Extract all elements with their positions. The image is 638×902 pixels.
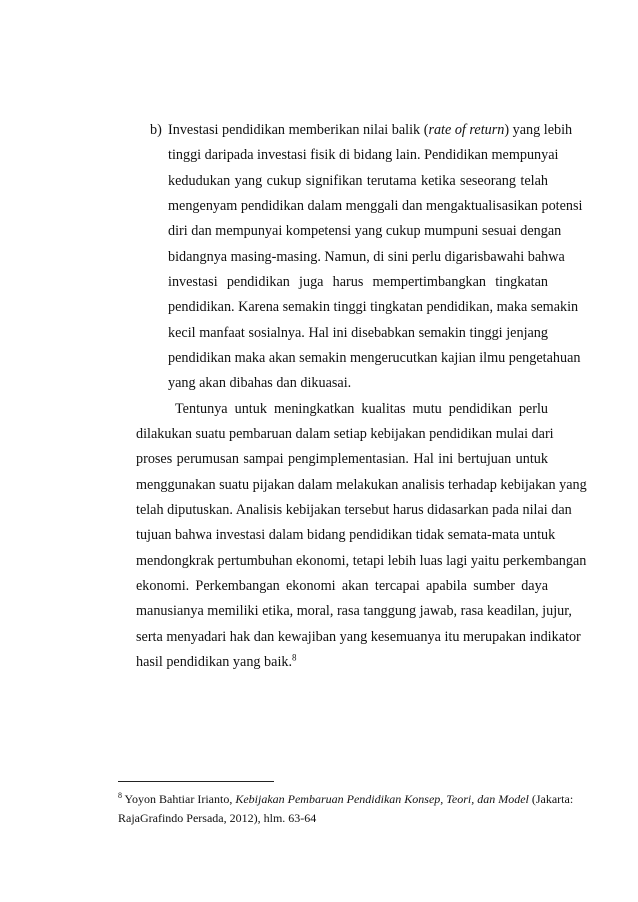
text-span: Investasi pendidikan memberikan nilai balik ( [168,122,429,138]
footnote-title: Kebijakan Pembaruan Pendidikan Konsep, Teori, dan Model [235,792,529,806]
paragraph-line: menggunakan suatu pijakan dalam melakukan analisis terhadap kebijakan yang [136,477,587,493]
paragraph-line: tujuan bahwa investasi dalam bidang pendidikan tidak semata-mata untuk [136,527,556,543]
footnote-separator [118,781,274,782]
list-item-line: pendidikan maka akan semakin mengerucutkan kajian ilmu pengetahuan [168,350,581,366]
paragraph-line: mendongkrak pertumbuhan ekonomi, tetapi lebih luas lagi yaitu perkembangan [136,553,587,569]
italic-term: rate of return [428,122,505,138]
list-item-line [168,121,573,139]
footnote-author: Yoyon Bahtiar Irianto, [122,792,236,806]
paragraph-line: Tentunya untuk meningkatkan kualitas mutu pendidikan perlu [175,401,548,417]
footnote-reference[interactable]: 8 [292,652,297,663]
list-item-line: investasi pendidikan juga harus mempertimbangkan tingkatan [168,274,548,290]
list-item-line: kecil manfaat sosialnya. Hal ini disebabkan semakin tinggi jenjang [168,325,548,341]
paragraph-line: telah diputuskan. Analisis kebijakan tersebut harus didasarkan pada nilai dan [136,502,572,518]
list-item-line: yang akan dibahas dan dikuasai. [168,375,352,391]
list-item-label: b) [150,122,162,138]
list-item-line: bidangnya masing-masing. Namun, di sini perlu digarisbawahi bahwa [168,249,565,265]
footnote-line: RajaGrafindo Persada, 2012), hlm. 63-64 [118,811,317,825]
list-item-line: diri dan mempunyai kompetensi yang cukup mumpuni sesuai dengan [168,223,562,239]
paragraph-line: proses perumusan sampai pengimplementasian. Hal ini bertujuan untuk [136,451,548,467]
list-item-line: mengenyam pendidikan dalam menggali dan mengaktualisasikan potensi [168,198,583,214]
paragraph-line [136,653,297,671]
footnote-publisher-open: (Jakarta: [528,792,574,806]
paragraph-line: ekonomi. Perkembangan ekonomi akan tercapai apabila sumber daya [136,578,548,594]
footnote-number: 8 [118,791,122,800]
list-item-line: tinggi daripada investasi fisik di bidang lain. Pendidikan mempunyai [168,147,559,163]
paragraph-line: dilakukan suatu pembaruan dalam setiap kebijakan pendidikan mulai dari [136,426,554,442]
text-span: hasil pendidikan yang baik. [136,654,293,670]
paragraph-line: manusianya memiliki etika, moral, rasa tanggung jawab, rasa keadilan, jujur, [136,603,572,619]
list-item-line: pendidikan. Karena semakin tinggi tingkatan pendidikan, maka semakin [168,299,579,315]
list-item-line: kedudukan yang cukup signifikan terutama ketika seseorang telah [168,173,548,189]
paragraph-line: serta menyadari hak dan kewajiban yang kesemuanya itu merupakan indikator [136,629,581,645]
footnote-line [118,791,573,808]
text-span: ) yang lebih [504,122,573,138]
